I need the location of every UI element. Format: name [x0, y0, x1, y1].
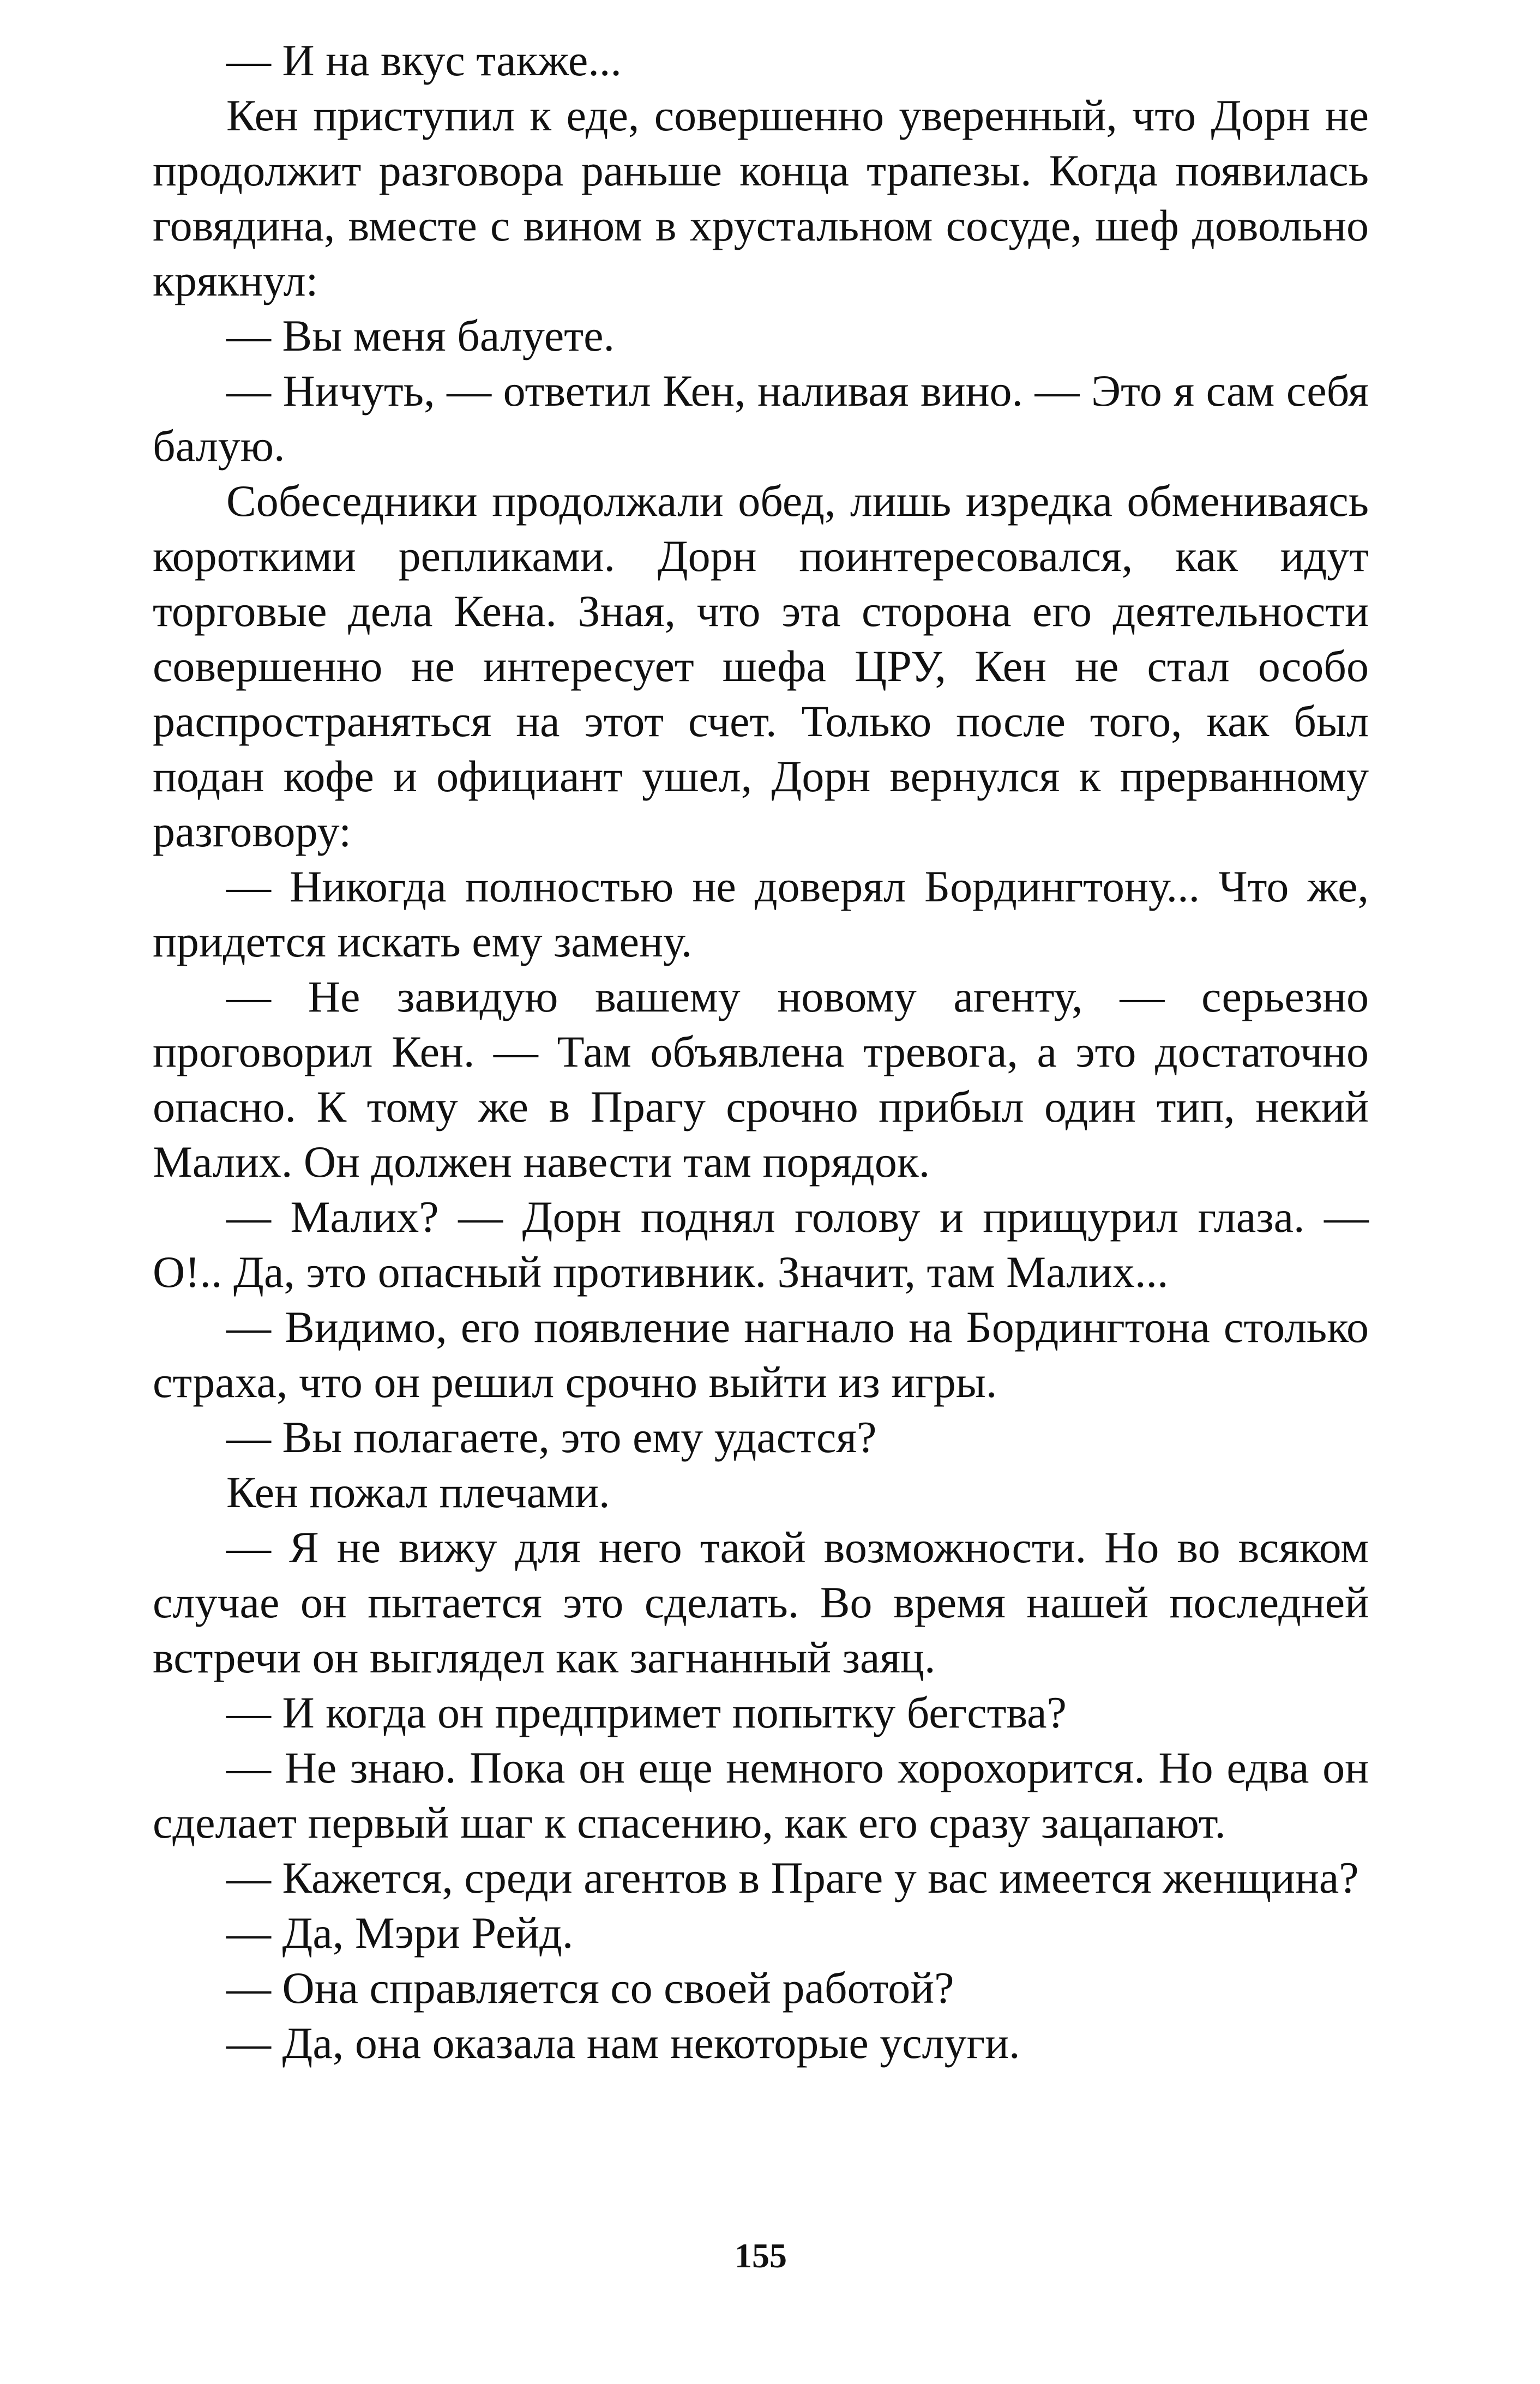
paragraph-16: — Да, Мэри Рейд. — [226, 1908, 574, 1958]
paragraph-17: — Она справляется со своей работой? — [226, 1963, 954, 2013]
paragraph-4: — Ничуть, — ответил Кен, наливая вино. — Это я сам себя балую. — [153, 366, 1369, 471]
paragraph-9: — Видимо, его появление нагнало на Бордингтона столько страха, что он решил срочно выйти из игры. — [153, 1302, 1369, 1407]
paragraph-6: — Никогда полностью не доверял Бордингтону... Что же, придется искать ему замену. — [153, 862, 1369, 966]
paragraph-10: — Вы полагаете, это ему удастся? — [226, 1412, 877, 1462]
paragraph-1: — И на вкус также... — [226, 35, 622, 85]
paragraph-8: — Малих? — Дорн поднял голову и прищурил глаза. — О!.. Да, это опасный противник. Значит, там Малих... — [153, 1192, 1369, 1297]
page-number: 155 — [735, 2236, 787, 2275]
paragraph-15: — Кажется, среди агентов в Праге у вас имеется женщина? — [226, 1853, 1359, 1903]
paragraph-2: Кен приступил к еде, совершенно уверенный, что Дорн не продолжит разговора раньше конца трапезы. Когда появилась говядина, вместе с вином в хрустальном сосуде, шеф довольно крякнул: — [153, 91, 1369, 305]
paragraph-7: — Не завидую вашему новому агенту, — серьезно проговорил Кен. — Там объявлена тревога, а это достаточно опасно. К тому же в Прагу срочно прибыл один тип, некий Малих. Он должен навести там порядок. — [153, 972, 1369, 1187]
paragraph-18: — Да, она оказала нам некоторые услуги. — [226, 2018, 1020, 2068]
body-text — [153, 33, 1369, 2070]
book-page — [153, 33, 1369, 2323]
paragraph-3: — Вы меня балуете. — [226, 311, 615, 360]
paragraph-13: — И когда он предпримет попытку бегства? — [226, 1688, 1067, 1737]
paragraph-11: Кен пожал плечами. — [226, 1467, 610, 1517]
paragraph-5: Собеседники продолжали обед, лишь изредка обмениваясь короткими репликами. Дорн поинтересовался, как идут торговые дела Кена. Зная, что эта сторона его деятельности совершенно не интересует шефа ЦРУ, Кен не стал особо распространяться на этот счет. Только после того, как был подан кофе и официант ушел, Дорн вернулся к прерванному разговору: — [153, 476, 1369, 856]
paragraph-14: — Не знаю. Пока он еще немного хорохорится. Но едва он сделает первый шаг к спасению, как его сразу зацапают. — [153, 1743, 1369, 1847]
paragraph-12: — Я не вижу для него такой возможности. Но во всяком случае он пытается это сделать. Во время нашей последней встречи он выглядел как загнанный заяц. — [153, 1522, 1369, 1682]
